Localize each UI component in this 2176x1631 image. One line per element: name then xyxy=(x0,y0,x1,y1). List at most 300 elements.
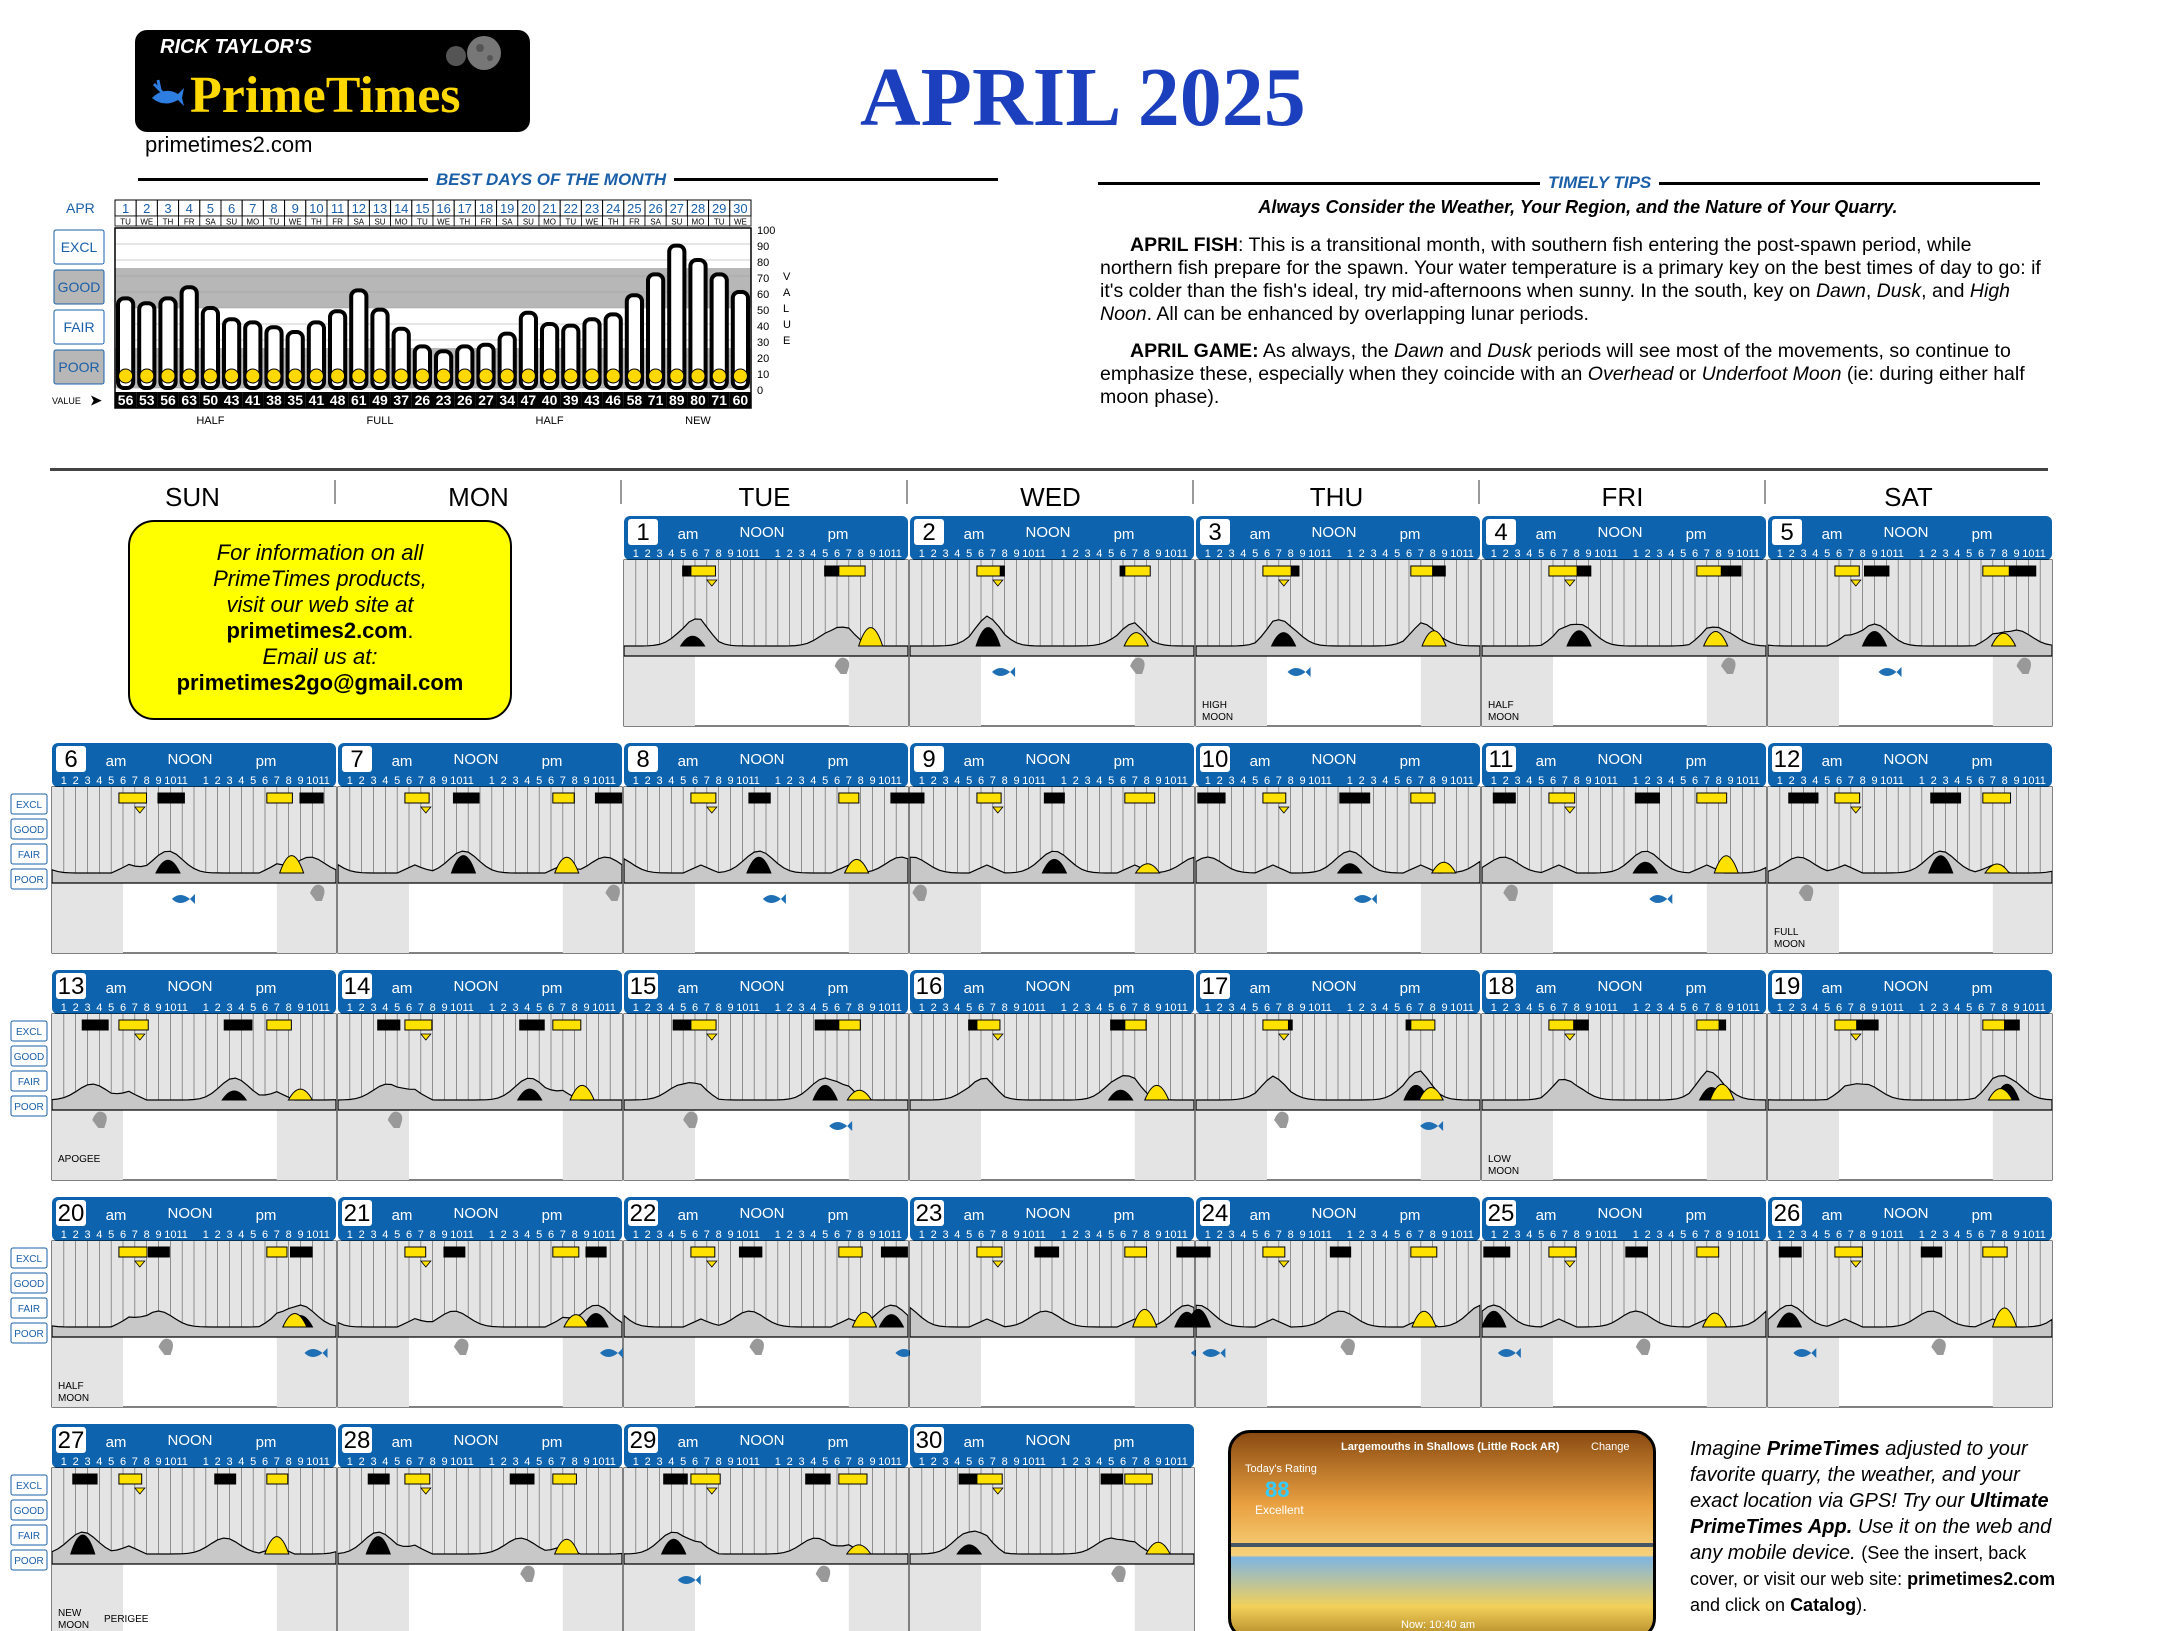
night-shade xyxy=(1768,1110,1839,1180)
day-cell[interactable] xyxy=(1196,970,1480,1180)
weekday-abbr: FR xyxy=(183,217,195,227)
value-label: 48 xyxy=(329,392,346,408)
moon-phase-icon xyxy=(203,369,217,383)
day-number: 4 xyxy=(185,201,193,216)
day-number: 19 xyxy=(1773,973,1801,1000)
hour-label: 7 xyxy=(1131,1229,1138,1241)
day-note: MOON xyxy=(1202,712,1234,723)
solar-period-bar xyxy=(1697,566,1721,576)
hour-label: 5 xyxy=(536,1002,543,1014)
weekday-abbr: SU xyxy=(671,217,683,227)
day-cell[interactable] xyxy=(52,1424,336,1631)
tip-fish xyxy=(1100,234,2045,326)
day-number: 5 xyxy=(206,201,215,216)
value-label: 80 xyxy=(690,392,706,408)
hour-label: 5 xyxy=(1394,1229,1401,1241)
night-shade xyxy=(563,1110,622,1180)
solar-period-bar xyxy=(1835,566,1859,576)
am-label: am xyxy=(391,753,413,770)
hour-label: 6 xyxy=(691,1456,699,1468)
hour-label: 5 xyxy=(1108,1456,1115,1468)
hour-label: 3 xyxy=(942,1456,949,1468)
weekday-abbr: MO xyxy=(394,217,408,227)
hour-label: 9 xyxy=(155,1456,162,1468)
hour-label: 4 xyxy=(96,1456,103,1468)
hour-label: 11 xyxy=(1034,1002,1046,1014)
solar-period-bar xyxy=(267,1020,292,1030)
hour-label: 2 xyxy=(1072,548,1079,560)
hour-label: 6 xyxy=(1691,775,1699,787)
hour-label: 3 xyxy=(656,775,663,787)
hour-label: 6 xyxy=(691,1002,699,1014)
day-number: 2 xyxy=(922,519,936,546)
hour-label: 4 xyxy=(1096,1456,1103,1468)
am-label: am xyxy=(1535,526,1557,543)
hour-label: 5 xyxy=(250,1229,257,1241)
day-number: 19 xyxy=(499,201,515,216)
weekday-abbr: WE xyxy=(585,217,599,227)
day-cell[interactable] xyxy=(338,1424,622,1631)
hour-label: 5 xyxy=(966,548,973,560)
hour-label: 3 xyxy=(226,1002,233,1014)
hour-label: 9 xyxy=(1155,548,1162,560)
day-cell[interactable] xyxy=(52,1197,336,1407)
night-shade xyxy=(1135,1110,1194,1180)
day-cell[interactable] xyxy=(52,970,336,1180)
hour-label: 8 xyxy=(285,1456,292,1468)
hour-label: 6 xyxy=(833,1229,841,1241)
hour-label: 7 xyxy=(273,775,280,787)
hour-label: 1 xyxy=(1776,1002,1783,1014)
hour-label: 6 xyxy=(547,1229,555,1241)
day-note: MOON xyxy=(58,1620,90,1631)
am-label: am xyxy=(1535,1207,1557,1224)
hour-label: 8 xyxy=(429,1229,436,1241)
day-cell[interactable] xyxy=(1482,743,1766,953)
hour-label: 8 xyxy=(571,1229,578,1241)
hour-label: 1 xyxy=(1060,1002,1067,1014)
side-rating-label: GOOD xyxy=(13,1279,45,1290)
side-rating-label: FAIR xyxy=(17,1077,41,1088)
day-number: 25 xyxy=(627,201,642,216)
hour-label: 1 xyxy=(1490,775,1497,787)
hour-label: 10 xyxy=(592,1229,605,1241)
hour-label: 11 xyxy=(176,1456,188,1468)
info-email[interactable]: primetimes2go@gmail.com xyxy=(176,670,464,695)
pm-label: pm xyxy=(1399,526,1421,543)
day-cell[interactable] xyxy=(624,743,908,953)
hour-label: 1 xyxy=(60,1002,67,1014)
hour-label: 3 xyxy=(1084,1002,1091,1014)
hour-label: 3 xyxy=(1084,1229,1091,1241)
phase-label: NEW xyxy=(685,415,711,427)
solar-period-bar xyxy=(1125,1474,1152,1484)
lunar-period-bar xyxy=(1044,793,1064,803)
hour-label: 10 xyxy=(2022,548,2035,560)
hour-label: 3 xyxy=(942,1002,949,1014)
right-axis-tick: 80 xyxy=(757,257,770,269)
hour-label: 4 xyxy=(1240,548,1247,560)
day-cell[interactable] xyxy=(1768,970,2052,1180)
noon-label: NOON xyxy=(1311,978,1357,995)
hour-label: 1 xyxy=(632,775,639,787)
hour-label: 6 xyxy=(547,1456,555,1468)
logo-url[interactable]: primetimes2.com xyxy=(145,132,313,157)
hour-label: 2 xyxy=(1502,1002,1509,1014)
pm-label: pm xyxy=(1971,980,1993,997)
hour-label: 7 xyxy=(1703,1229,1710,1241)
hour-label: 9 xyxy=(1441,548,1448,560)
hour-label: 7 xyxy=(1131,775,1138,787)
am-label: am xyxy=(677,753,699,770)
tip-sep: , and xyxy=(1921,280,1970,302)
day-cell[interactable] xyxy=(910,743,1194,953)
day-cell[interactable] xyxy=(1196,1197,1480,1407)
night-shade xyxy=(910,1564,981,1631)
night-shade xyxy=(1135,1337,1194,1407)
logo-top-text: RICK TAYLOR'S xyxy=(160,36,312,58)
day-note: LOW xyxy=(1488,1154,1511,1165)
hour-label: 7 xyxy=(703,775,710,787)
lunar-period-bar xyxy=(1865,566,1889,576)
info-website[interactable]: primetimes2.com xyxy=(226,618,408,643)
hour-label: 8 xyxy=(571,1002,578,1014)
lunar-period-bar xyxy=(73,1474,97,1484)
day-number: 29 xyxy=(629,1427,657,1454)
hour-label: 8 xyxy=(1429,1229,1436,1241)
weekday-abbr: FR xyxy=(480,217,492,227)
hour-label: 1 xyxy=(1346,1002,1353,1014)
hour-label: 9 xyxy=(441,1456,448,1468)
hour-label: 11 xyxy=(1034,548,1046,560)
hour-label: 1 xyxy=(1918,1002,1925,1014)
day-cell[interactable] xyxy=(624,1424,908,1631)
hour-label: 6 xyxy=(977,775,985,787)
day-number: 21 xyxy=(343,1200,371,1227)
hour-label: 7 xyxy=(989,775,996,787)
hour-label: 5 xyxy=(1394,775,1401,787)
day-cell[interactable] xyxy=(910,1424,1194,1631)
hour-label: 10 xyxy=(306,1456,319,1468)
right-axis-tick: 0 xyxy=(757,385,764,397)
night-shade xyxy=(1768,656,1839,726)
hour-label: 1 xyxy=(60,1229,67,1241)
hour-label: 8 xyxy=(1573,1229,1580,1241)
weekday-abbr: WE xyxy=(733,217,747,227)
hour-label: 10 xyxy=(1022,1229,1035,1241)
hour-label: 3 xyxy=(1942,1002,1949,1014)
solar-period-bar xyxy=(267,1474,288,1484)
day-cell[interactable] xyxy=(1768,1197,2052,1407)
hour-label: 1 xyxy=(1060,1229,1067,1241)
hour-label: 3 xyxy=(1084,548,1091,560)
hour-label: 1 xyxy=(1490,548,1497,560)
weekday-abbr: SA xyxy=(353,217,365,227)
day-cell[interactable] xyxy=(1482,1197,1766,1407)
promo-text: Use it on the web and any mobile device. xyxy=(1690,1516,2052,1564)
hour-label: 10 xyxy=(878,1229,891,1241)
hour-label: 3 xyxy=(512,1229,519,1241)
hour-label: 4 xyxy=(238,1229,245,1241)
hour-label: 6 xyxy=(261,1456,269,1468)
hour-label: 8 xyxy=(2001,775,2008,787)
hour-label: 8 xyxy=(1429,548,1436,560)
hour-label: 2 xyxy=(358,1456,365,1468)
lunar-period-bar xyxy=(749,793,770,803)
hour-label: 7 xyxy=(1131,1456,1138,1468)
day-cell[interactable] xyxy=(910,1197,1194,1407)
day-cell[interactable] xyxy=(624,970,908,1180)
hour-label: 3 xyxy=(942,548,949,560)
hour-label: 11 xyxy=(1892,1002,1904,1014)
hour-label: 5 xyxy=(1252,1229,1259,1241)
day-cell[interactable] xyxy=(338,743,622,953)
solar-period-bar xyxy=(691,1247,715,1257)
day-cell[interactable] xyxy=(1768,516,2052,726)
hour-label: 8 xyxy=(715,1456,722,1468)
weekday-abbr: TU xyxy=(268,217,280,227)
hour-label: 1 xyxy=(1918,1229,1925,1241)
night-shade xyxy=(1196,1110,1267,1180)
hour-label: 10 xyxy=(592,1002,605,1014)
hour-label: 9 xyxy=(583,1229,590,1241)
hour-label: 1 xyxy=(1490,1229,1497,1241)
hour-label: 8 xyxy=(1573,775,1580,787)
hour-label: 5 xyxy=(1824,548,1831,560)
hour-label: 8 xyxy=(429,775,436,787)
hour-label: 10 xyxy=(1594,1002,1607,1014)
hour-label: 6 xyxy=(547,1002,555,1014)
hour-label: 6 xyxy=(833,1456,841,1468)
side-rating-label: GOOD xyxy=(13,1052,45,1063)
hour-label: 10 xyxy=(1880,1229,1893,1241)
hour-label: 10 xyxy=(1164,1229,1177,1241)
hour-label: 11 xyxy=(604,1456,616,1468)
hour-label: 9 xyxy=(1871,1229,1878,1241)
value-label: 53 xyxy=(139,392,155,408)
hour-label: 6 xyxy=(1263,548,1271,560)
hour-label: 7 xyxy=(1275,1002,1282,1014)
hour-label: 4 xyxy=(1096,548,1103,560)
info-line: Email us at: xyxy=(262,644,378,669)
day-number: 18 xyxy=(1487,973,1515,1000)
hour-label: 1 xyxy=(774,775,781,787)
day-cell[interactable] xyxy=(52,743,336,953)
hour-label: 7 xyxy=(703,1229,710,1241)
am-label: am xyxy=(1249,1207,1271,1224)
hour-label: 4 xyxy=(668,548,675,560)
hour-label: 9 xyxy=(1727,1002,1734,1014)
hour-label: 5 xyxy=(394,1002,401,1014)
solar-period-bar xyxy=(405,793,429,803)
night-shade xyxy=(1707,1337,1766,1407)
rating-band xyxy=(115,228,751,268)
hour-label: 7 xyxy=(1561,1229,1568,1241)
hour-label: 1 xyxy=(60,1456,67,1468)
tip-game-dawn: Dawn xyxy=(1394,340,1444,362)
day-cell[interactable] xyxy=(1482,516,1766,726)
promo-catalog-link[interactable]: Catalog xyxy=(1790,1595,1857,1615)
hour-label: 2 xyxy=(1644,775,1651,787)
value-label: 41 xyxy=(308,392,325,408)
day-number: 2 xyxy=(143,201,151,216)
hour-label: 1 xyxy=(1490,1002,1497,1014)
section-divider xyxy=(50,468,2048,471)
night-shade xyxy=(338,883,409,953)
hour-label: 5 xyxy=(108,1002,115,1014)
hour-label: 2 xyxy=(644,1456,651,1468)
hour-label: 4 xyxy=(1954,775,1961,787)
hour-label: 10 xyxy=(164,1002,177,1014)
hour-label: 10 xyxy=(1308,1002,1321,1014)
noon-label: NOON xyxy=(739,751,785,768)
day-number: 10 xyxy=(309,201,324,216)
night-shade xyxy=(1993,883,2052,953)
side-rating-label: FAIR xyxy=(17,850,41,861)
day-note: MOON xyxy=(1488,712,1520,723)
solar-period-bar xyxy=(267,1247,287,1257)
hour-label: 4 xyxy=(668,1456,675,1468)
day-note: MOON xyxy=(1774,939,1806,950)
hour-label: 8 xyxy=(1859,1229,1866,1241)
noon-label: NOON xyxy=(453,1205,499,1222)
hour-label: 10 xyxy=(450,1229,463,1241)
hour-label: 8 xyxy=(1001,548,1008,560)
hour-label: 2 xyxy=(930,548,937,560)
hour-label: 3 xyxy=(798,1002,805,1014)
hour-label: 3 xyxy=(1800,548,1807,560)
hour-label: 10 xyxy=(1594,1229,1607,1241)
phase-label: FULL xyxy=(366,415,394,427)
hour-label: 8 xyxy=(1573,1002,1580,1014)
day-cell[interactable] xyxy=(1768,743,2052,953)
weekday-abbr: TH xyxy=(459,217,471,227)
hour-label: 8 xyxy=(857,1229,864,1241)
hour-label: 6 xyxy=(547,775,555,787)
app-change-button[interactable]: Change xyxy=(1591,1441,1630,1453)
day-cell[interactable] xyxy=(910,516,1194,726)
pm-label: pm xyxy=(1399,980,1421,997)
hour-label: 9 xyxy=(869,775,876,787)
hour-label: 1 xyxy=(346,1456,353,1468)
value-label: 37 xyxy=(393,392,409,408)
day-cell[interactable] xyxy=(910,970,1194,1180)
hour-label: 7 xyxy=(1989,1229,1996,1241)
hour-label: 6 xyxy=(1977,1229,1985,1241)
hour-label: 4 xyxy=(1382,1002,1389,1014)
hour-label: 3 xyxy=(1370,548,1377,560)
hour-label: 11 xyxy=(1176,1002,1188,1014)
hour-label: 8 xyxy=(1859,548,1866,560)
hour-label: 7 xyxy=(417,1456,424,1468)
weekday-abbr: MO xyxy=(691,217,705,227)
solar-period-bar xyxy=(1549,793,1575,803)
lunar-period-bar xyxy=(291,1247,313,1257)
hour-label: 6 xyxy=(1405,1002,1413,1014)
hour-label: 7 xyxy=(559,1229,566,1241)
hour-label: 11 xyxy=(1748,1002,1760,1014)
hour-label: 9 xyxy=(869,1456,876,1468)
hour-label: 3 xyxy=(798,775,805,787)
hour-label: 5 xyxy=(536,1456,543,1468)
solar-period-bar xyxy=(553,793,574,803)
value-label: 26 xyxy=(414,392,431,408)
hour-label: 7 xyxy=(1417,775,1424,787)
moon-phase-icon xyxy=(585,369,599,383)
promo-site-link[interactable]: primetimes2.com xyxy=(1907,1569,2056,1589)
hour-label: 10 xyxy=(878,1002,891,1014)
night-shade xyxy=(624,656,695,726)
day-cell[interactable] xyxy=(1196,743,1480,953)
hour-label: 5 xyxy=(1108,548,1115,560)
hour-label: 3 xyxy=(1942,1229,1949,1241)
hour-label: 2 xyxy=(1644,548,1651,560)
day-cell[interactable] xyxy=(624,516,908,726)
noon-label: NOON xyxy=(1597,524,1643,541)
hour-label: 8 xyxy=(715,1229,722,1241)
solar-period-bar xyxy=(839,1020,860,1030)
hour-label: 3 xyxy=(1514,548,1521,560)
hour-label: 6 xyxy=(1835,1229,1843,1241)
day-number: 1 xyxy=(636,519,650,546)
day-cell[interactable] xyxy=(1196,516,1480,726)
hour-label: 6 xyxy=(261,1002,269,1014)
day-cell[interactable] xyxy=(338,1197,622,1407)
value-label: 39 xyxy=(563,392,579,408)
pm-label: pm xyxy=(541,753,563,770)
hour-label: 4 xyxy=(96,1229,103,1241)
promo-bold: PrimeTimes xyxy=(1766,1438,1880,1460)
day-cell[interactable] xyxy=(338,970,622,1180)
hour-label: 2 xyxy=(358,775,365,787)
app-preview[interactable] xyxy=(1228,1430,1656,1631)
hour-label: 11 xyxy=(176,775,188,787)
weekday-abbr: SA xyxy=(205,217,216,227)
noon-label: NOON xyxy=(1883,978,1929,995)
hour-label: 4 xyxy=(1954,1229,1961,1241)
hour-label: 8 xyxy=(1715,775,1722,787)
hour-label: 4 xyxy=(238,1456,245,1468)
am-label: am xyxy=(1821,1207,1843,1224)
logo-main-text: PrimeTimes xyxy=(190,67,461,124)
hour-label: 9 xyxy=(1441,1002,1448,1014)
hour-label: 6 xyxy=(1119,548,1127,560)
hour-label: 2 xyxy=(500,1229,507,1241)
solar-period-bar xyxy=(405,1247,426,1257)
solar-period-bar xyxy=(1411,1020,1435,1030)
hour-label: 9 xyxy=(1299,1229,1306,1241)
hour-label: 1 xyxy=(1204,548,1211,560)
day-number: 4 xyxy=(1494,519,1508,546)
solar-period-bar xyxy=(1263,566,1291,576)
hour-label: 7 xyxy=(845,1002,852,1014)
day-cell[interactable] xyxy=(624,1197,908,1407)
solar-period-bar xyxy=(977,793,1001,803)
hour-label: 5 xyxy=(822,1456,829,1468)
hour-label: 8 xyxy=(1715,1229,1722,1241)
hour-label: 5 xyxy=(822,548,829,560)
right-axis-tick: 90 xyxy=(757,241,770,253)
hour-label: 9 xyxy=(297,1002,304,1014)
hour-label: 1 xyxy=(774,1002,781,1014)
hour-label: 10 xyxy=(1594,548,1607,560)
am-label: am xyxy=(963,1207,985,1224)
day-number: 7 xyxy=(350,746,364,773)
day-cell[interactable] xyxy=(1482,970,1766,1180)
moon-phase-icon xyxy=(140,369,154,383)
solar-period-bar xyxy=(119,793,147,803)
hour-label: 7 xyxy=(1417,1002,1424,1014)
